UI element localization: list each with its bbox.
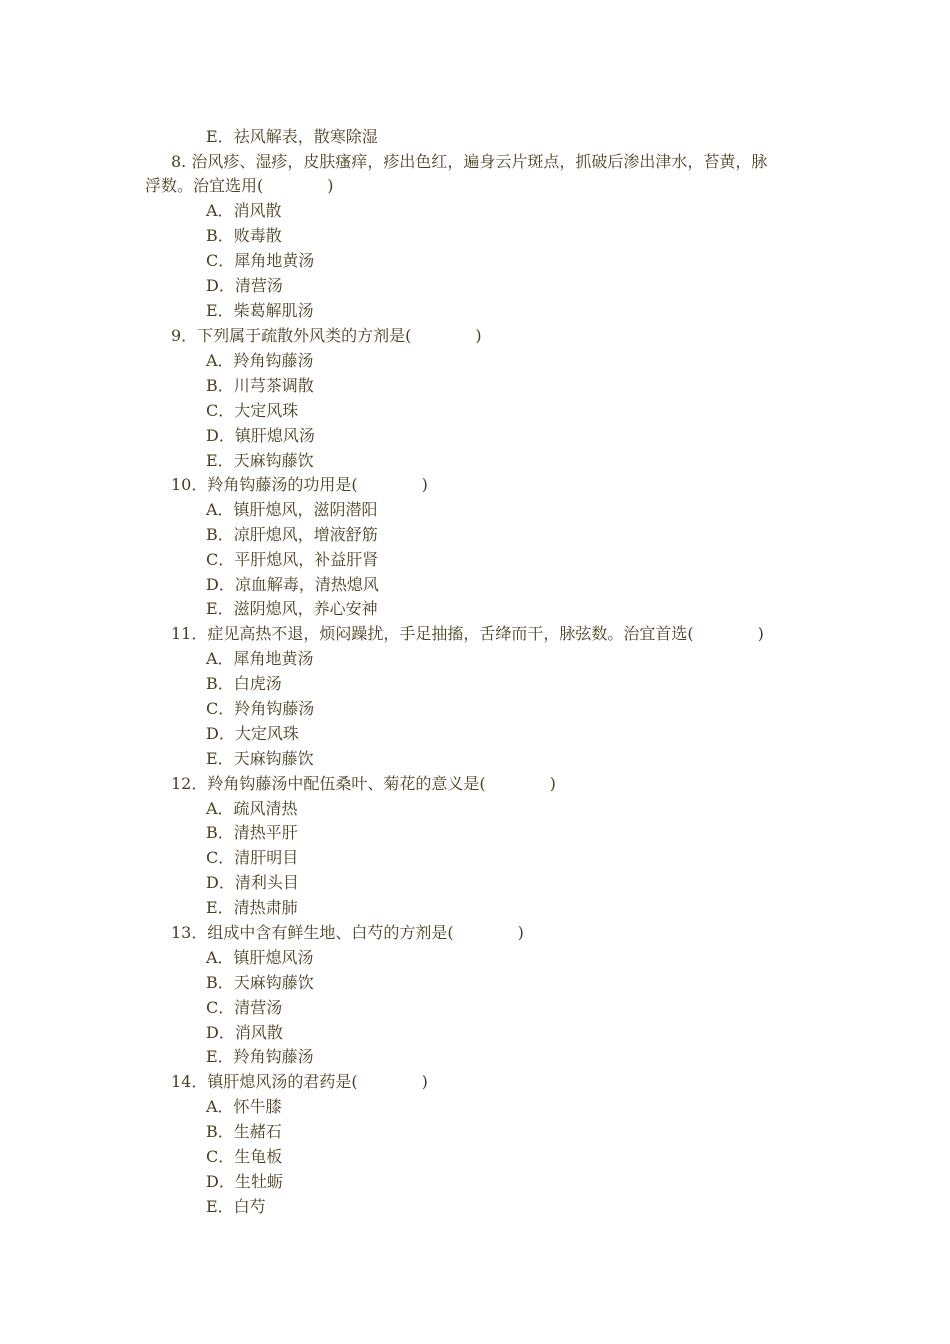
question-12-stem: 12．羚角钩藤汤中配伍桑叶、菊花的意义是( ) [171,774,556,793]
question-9-stem: 9．下列属于疏散外风类的方剂是( ) [171,326,482,345]
question-8-option-e: E．柴葛解肌汤 [206,301,314,320]
question-14-option-d: D．生牡蛎 [206,1172,283,1191]
question-9-option-b: B．川芎茶调散 [206,376,314,395]
question-14-option-b: B．生赭石 [206,1122,282,1141]
question-12-option-d: D．清利头目 [206,873,299,892]
question-11-option-a: A．犀角地黄汤 [206,649,314,668]
question-11-option-b: B．白虎汤 [206,674,282,693]
question-13-option-c: C．清营汤 [206,998,283,1017]
question-12-option-a: A．疏风清热 [206,799,298,818]
question-13-stem: 13．组成中含有鲜生地、白芍的方剂是( ) [171,923,524,942]
question-9-option-c: C．大定风珠 [206,401,299,420]
question-9-option-e: E．天麻钩藤饮 [206,451,314,470]
question-11-stem: 11．症见高热不退，烦闷躁扰，手足抽搐，舌绛而干，脉弦数。治宜首选( ) [171,624,764,643]
question-14-stem: 14．镇肝熄风汤的君药是( ) [171,1072,428,1091]
question-13-option-d: D．消风散 [206,1023,283,1042]
question-11-option-c: C．羚角钩藤汤 [206,699,315,718]
question-9-option-a: A．羚角钩藤汤 [206,351,314,370]
question-11-option-d: D．大定风珠 [206,724,299,743]
question-8-option-a: A．消风散 [206,201,282,220]
question-12-option-c: C．清肝明目 [206,848,299,867]
question-10-option-d: D．凉血解毒，清热熄风 [206,575,379,594]
question-10-stem: 10．羚角钩藤汤的功用是( ) [171,475,428,494]
question-9-option-d: D．镇肝熄风汤 [206,426,315,445]
question-10-option-c: C．平肝熄风，补益肝肾 [206,550,379,569]
option-e-top [206,125,378,149]
question-10-option-b: B．凉肝熄风，增液舒筋 [206,525,378,544]
question-11-option-e: E．天麻钩藤饮 [206,749,314,768]
question-14-option-e: E．白芍 [206,1197,266,1216]
question-13-option-a: A．镇肝熄风汤 [206,948,314,967]
question-8-option-b: B．败毒散 [206,226,282,245]
question-8-option-c: C．犀角地黄汤 [206,251,315,270]
question-8-stem-continued: 浮数。治宜选用( ) [145,176,334,195]
question-14-option-c: C．生龟板 [206,1147,283,1166]
question-13-option-e: E．羚角钩藤汤 [206,1047,314,1066]
question-8-stem: 8. 治风疹、湿疹，皮肤瘙痒，疹出色红，遍身云片斑点，抓破后渗出津水，苔黄，脉 [171,152,768,171]
question-12-option-b: B．清热平肝 [206,823,298,842]
option-text: 祛风解表，散寒除湿 [233,127,378,146]
question-10-option-e: E．滋阴熄风，养心安神 [206,599,378,618]
question-14-option-a: A．怀牛膝 [206,1097,282,1116]
option-letter: E． [206,127,234,146]
question-8-option-d: D．清营汤 [206,276,283,295]
question-10-option-a: A．镇肝熄风，滋阴潜阳 [206,500,378,519]
question-12-option-e: E．清热肃肺 [206,898,298,917]
question-13-option-b: B．天麻钩藤饮 [206,973,314,992]
